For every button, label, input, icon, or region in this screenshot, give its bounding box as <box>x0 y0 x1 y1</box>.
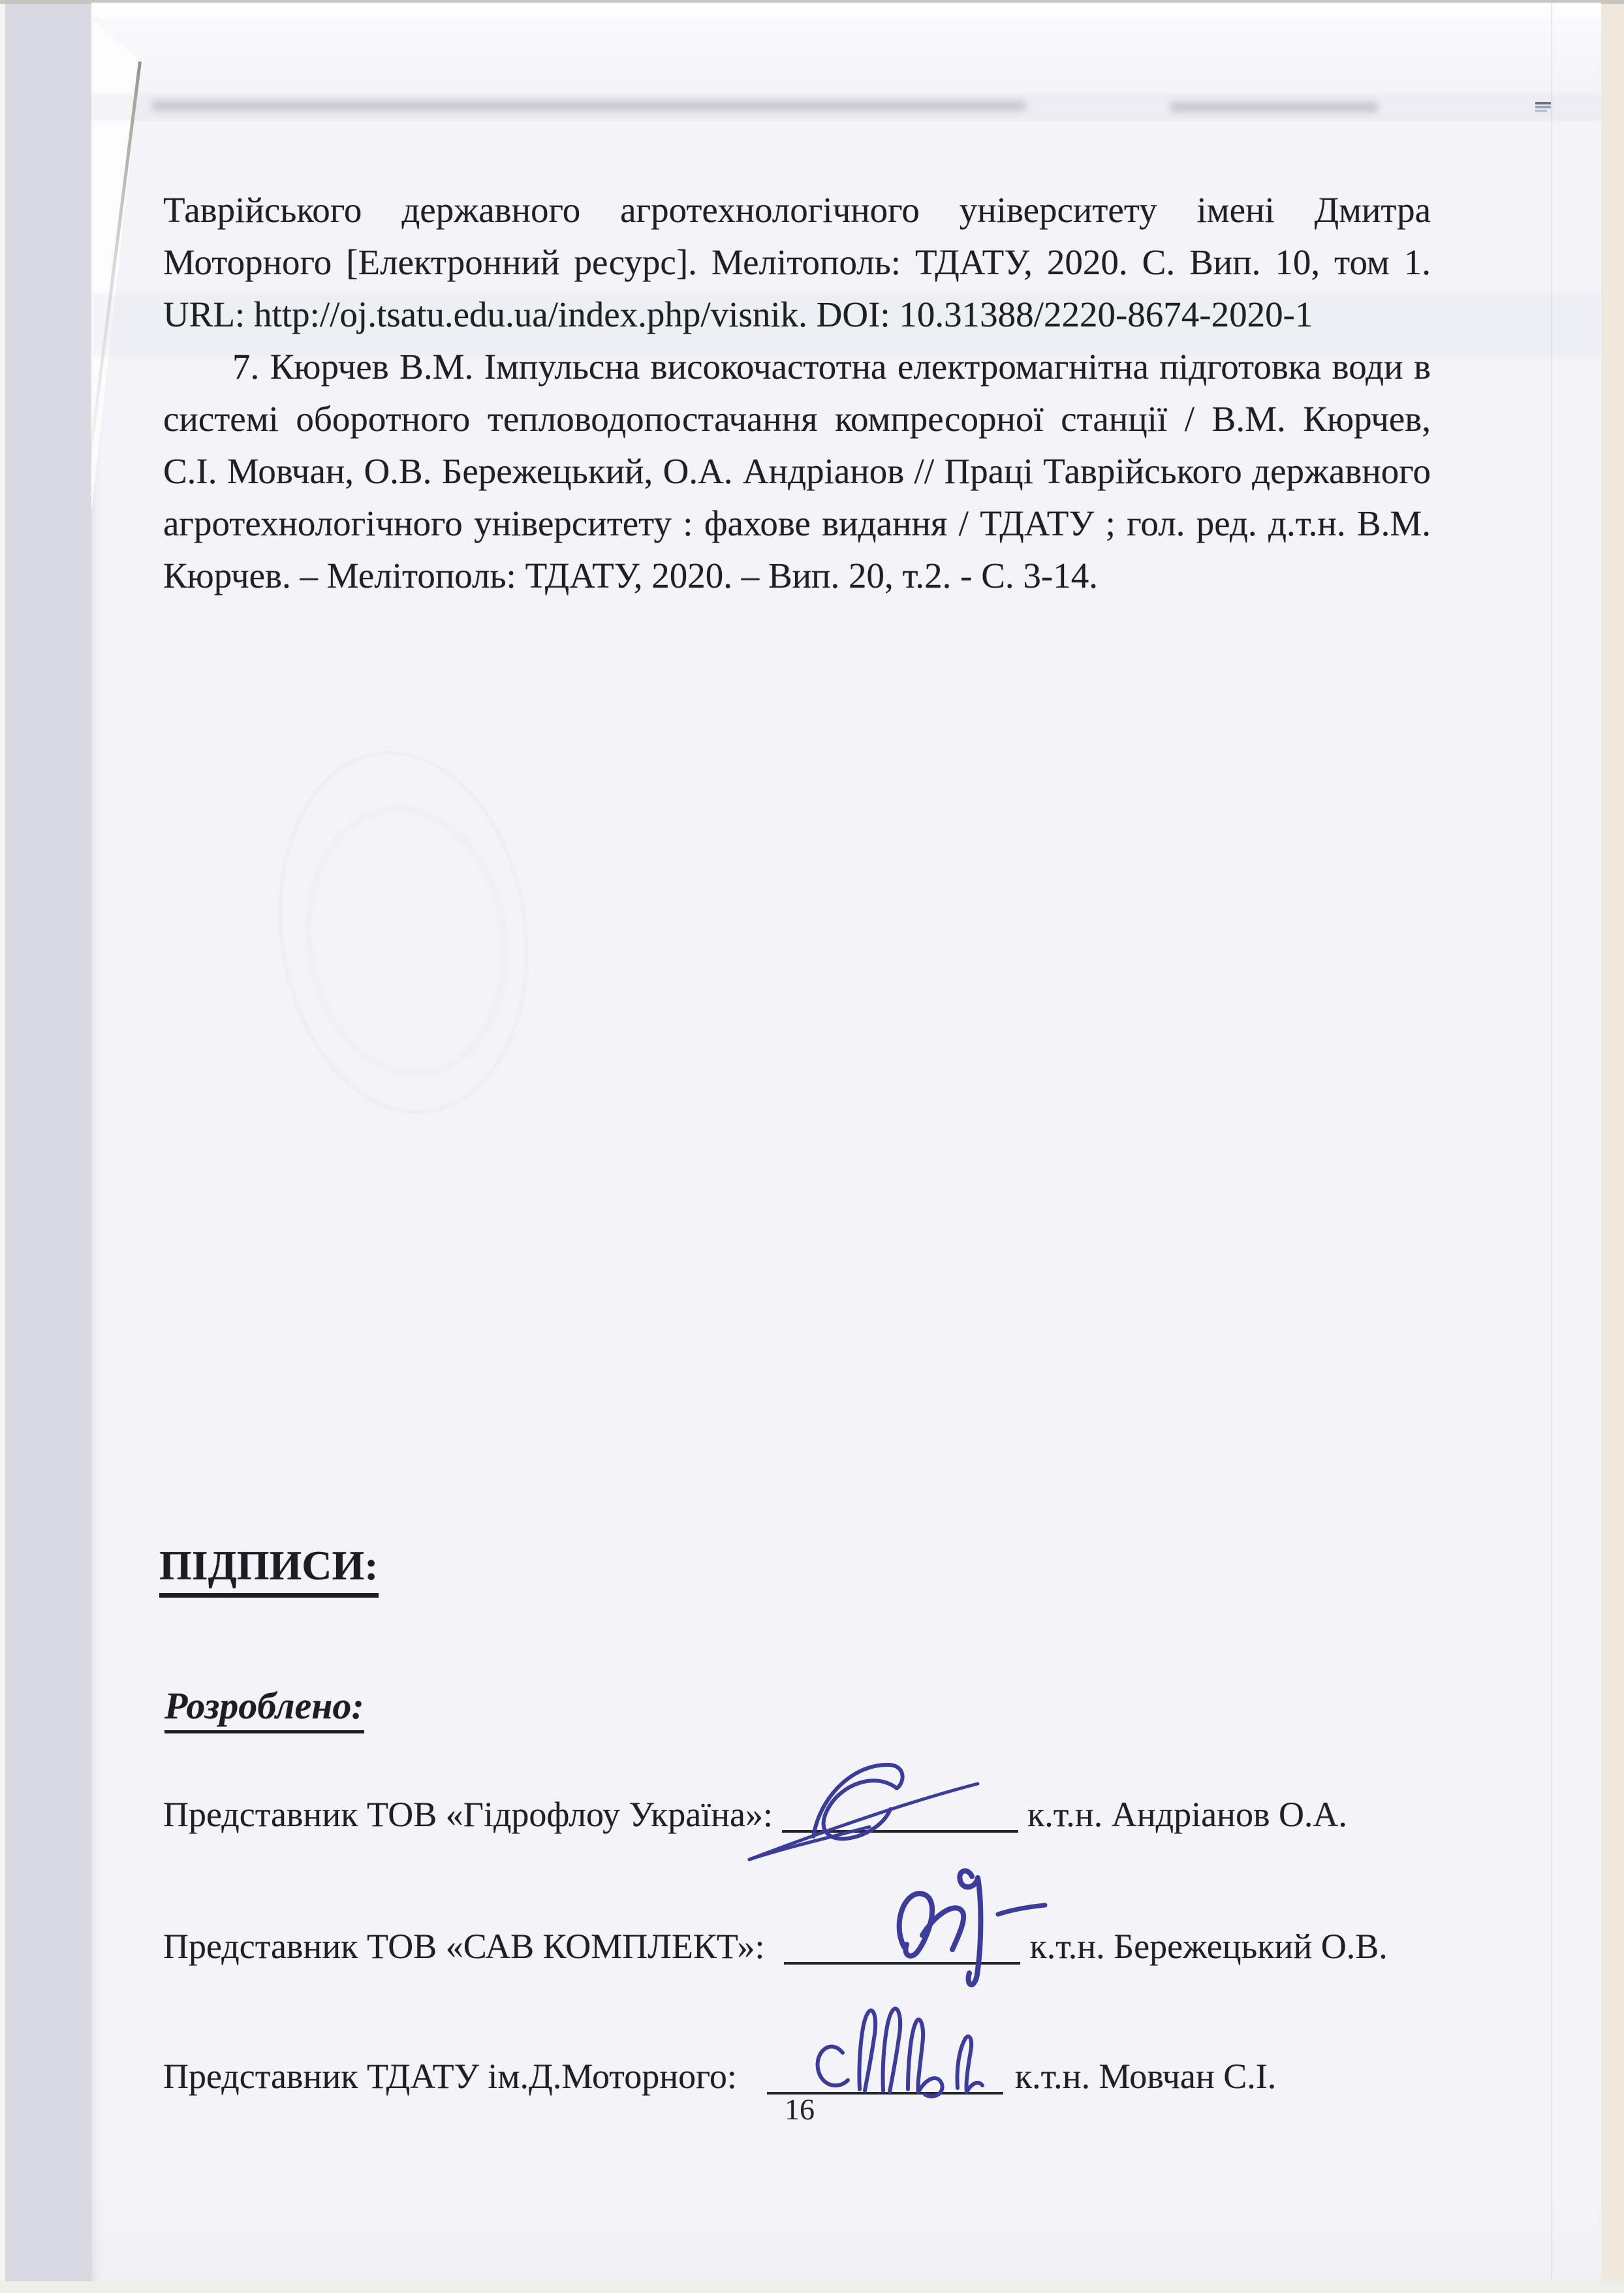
scanner-bottom-strip <box>0 2281 1624 2293</box>
handwritten-signature-andrianov <box>744 1760 992 1864</box>
bleedthrough-text-smudge <box>151 101 1026 111</box>
signatures-heading-label: ПІДПИСИ: <box>159 1545 379 1598</box>
page-edge-highlight <box>91 3 1601 18</box>
page-number: 16 <box>785 2093 815 2126</box>
signature-row-name: к.т.н. Мовчан С.І. <box>1014 2057 1277 2096</box>
signature-row-hydroflow <box>163 1794 1347 1835</box>
signature-line <box>782 1801 1018 1833</box>
scanner-right-strip <box>1601 0 1624 2293</box>
signature-line <box>767 2063 1003 2095</box>
signature-row-tsatu <box>163 2056 1276 2096</box>
reference-paragraph-7: 7. Кюрчев В.М. Імпульсна високочастотна електромагнітна підготовка води в системі оборотного тепловодопостачання компресорної станції / В.М. Кюрчев, С.І. Мовчан, О.В. Бережецький, О.А. Андріанов // Праці Таврійського державного агротехнологічного університету : фахове видання / ТДАТУ ; гол. ред. д.т.н. В.М. Кюрчев. – Мелітополь: ТДАТУ, 2020. – Вип. 20, т.2. - С. 3-14. <box>163 347 1431 595</box>
references-text-block <box>163 184 1431 602</box>
document-page <box>91 3 1601 2281</box>
signature-row-name: к.т.н. Бережецький О.В. <box>1029 1927 1388 1966</box>
developed-by-heading <box>164 1684 364 1733</box>
signature-row-name: к.т.н. Андріанов О.А. <box>1027 1795 1347 1834</box>
signature-row-label: Представник ТОВ «Гідрофлоу Україна»: <box>163 1795 773 1834</box>
scanner-left-strip <box>0 0 91 2293</box>
signatures-heading <box>159 1542 379 1598</box>
handwritten-signature-movchan <box>805 2004 989 2098</box>
reference-paragraph-continuation: Таврійського державного агротехнологічного університету імені Дмитра Моторного [Електронний ресурс]. Мелітополь: ТДАТУ, 2020. С. Вип. 10, том 1. URL: http://oj.tsatu.edu.ua/index.php/visnik. DOI: 10.31388/2220-8674-2020-1 <box>163 190 1431 334</box>
signature-row-label: Представник ТДАТУ ім.Д.Моторного: <box>163 2057 737 2096</box>
handwritten-signature-berezhetskyi <box>875 1862 1046 1991</box>
vertical-crease <box>1551 3 1552 2281</box>
scan-artifact-mark <box>1535 102 1551 113</box>
bleedthrough-text-smudge <box>1170 102 1379 112</box>
signature-row-label: Представник ТОВ «САВ КОМПЛЕКТ»: <box>163 1927 765 1966</box>
signature-row-sav-komplekt <box>163 1926 1388 1967</box>
developed-by-heading-label: Розроблено: <box>164 1687 364 1733</box>
scanner-edge-sliver <box>0 0 5 2293</box>
signature-line <box>784 1933 1020 1965</box>
